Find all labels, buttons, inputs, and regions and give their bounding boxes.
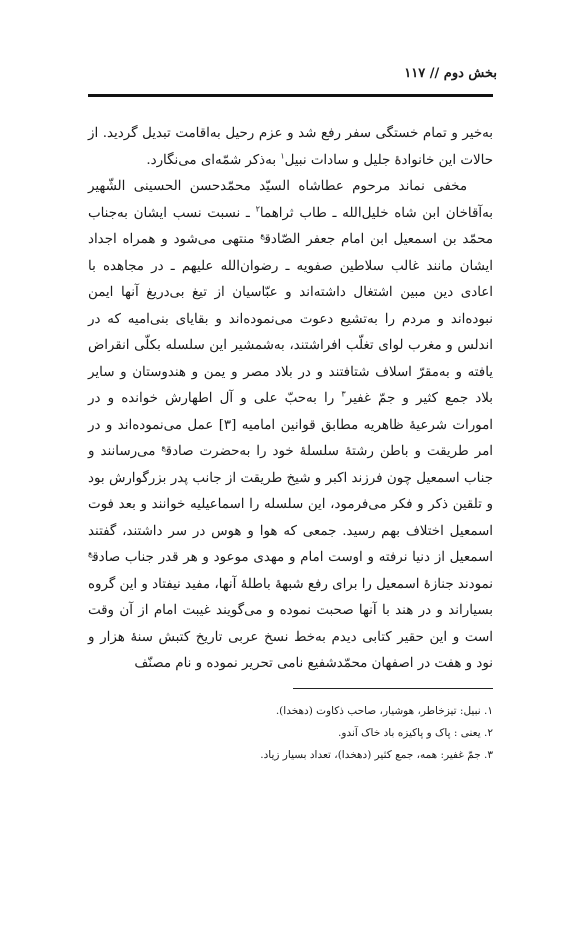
paragraph-2-text-d: را به‌حبّ علی و آل اطهارش خوانده و در امورات شرعیهٔ ظاهریه مطابق قوانین امامیه [۳] عمل می‌نموده‌اند و در امر طریقت و باطن رشتهٔ سلسلهٔ خود را به‌حضرت صادق (88, 391, 493, 459)
running-head: بخش دوم // ۱۱۷ (404, 66, 497, 81)
honorific-mark-3: ع (88, 548, 93, 558)
footnotes (93, 700, 493, 766)
paragraph-1-text-a: به‌خیر و تمام خستگی سفر رفع شد و عزم رحیل به‌اقامت تبدیل گردید. از حالات این خانوادهٔ جلیل و سادات نبیل (88, 126, 493, 168)
paragraph-1 (88, 121, 493, 174)
footnote-marker-2: ۲ (255, 204, 260, 214)
footnote-item: ۱. نبیل: تیزخاطر، هوشیار، صاحب ذکاوت (دهخدا). (275, 705, 493, 717)
paragraph-2-text-e: می‌رسانند و جناب اسمعیل چون فرزند اکبر و شیخ طریقت از جانب پدر بزرگوارش بود و تلقین ذکر و فکر می‌فرمود، این سلسله را اسماعیلیه خوانند و بعد فوت اسمعیل اختلاف بهم رسید. جمعی که هوا و هوس در سر داشتند، گفتند اسمعیل از دنیا نرفته و اوست امام و مهدی موعود و هر قدر جناب صادق (88, 444, 493, 565)
footnote-rule (293, 688, 493, 689)
paragraph-1-text-b: به‌ذکر شمّه‌ای می‌نگارد. (146, 152, 281, 168)
honorific-mark-2: ع (161, 442, 166, 452)
paragraph-2-text-a: مخفی نماند مرحوم عطاشاه السیّد محمّدحسن الحسینی الشّهیر به‌آقاخان ابن شاه خلیل‌الله ـ طاب ثراهما (88, 179, 493, 221)
paragraph-2 (88, 174, 493, 678)
body-text (88, 121, 493, 678)
footnote-marker-3: ۳ (341, 389, 346, 399)
footnote-marker-1: ۱ (280, 151, 285, 161)
honorific-mark-1: ع (260, 230, 265, 240)
header-rule (88, 94, 493, 97)
paragraph-2-text-b: ـ نسبت نسب ایشان به‌جناب محمّد بن اسمعیل ابن امام جعفر الصّادق (88, 205, 493, 247)
footnote-item: ۳. جمّ غفیر: همه، جمع کثیر (دهخدا)، تعداد بسیار زیاد. (260, 749, 493, 761)
paragraph-2-text-f: نمودند جنازهٔ اسمعیل را برای رفع شبههٔ باطلهٔ آنها، مفید نیفتاد و این گروه بسیاراند و در هند با آنها صحبت نموده و می‌گویند غیبت امام از آن وقت است و این حقیر کتابی دیدم به‌خط نسخ عربی تاریخ کتبش سنهٔ هزار و نود و هفت در اصفهان محمّدشفیع نامی تحریر نموده و نام مصنّف (88, 576, 493, 671)
paragraph-2-text-c: منتهی می‌شود و همراه اجداد ایشان مانند غالب سلاطین صفویه ـ رضوان‌الله علیهم ـ در مجاهده با اعادی دین مبین اشتغال داشته‌اند و عبّاسیان از تیغ بی‌دریغ آنها ایمن نبوده‌اند و مردم را به‌تشیع دعوت می‌نموده‌اند و بقایای بنی‌امیه که در اندلس و مغرب لوای تغلّب افراشتند، به‌شمشیر این سلسله بکلّی انقراض یافته و به‌مقرّ اسلاف شتافتند و در بلاد مصر و یمن و هندوستان و سایر بلاد جمع کثیر و جمّ غفیر (88, 232, 493, 406)
footnote-item: ۲. یعنی : پاک و پاکیزه باد خاک آندو. (338, 727, 493, 739)
